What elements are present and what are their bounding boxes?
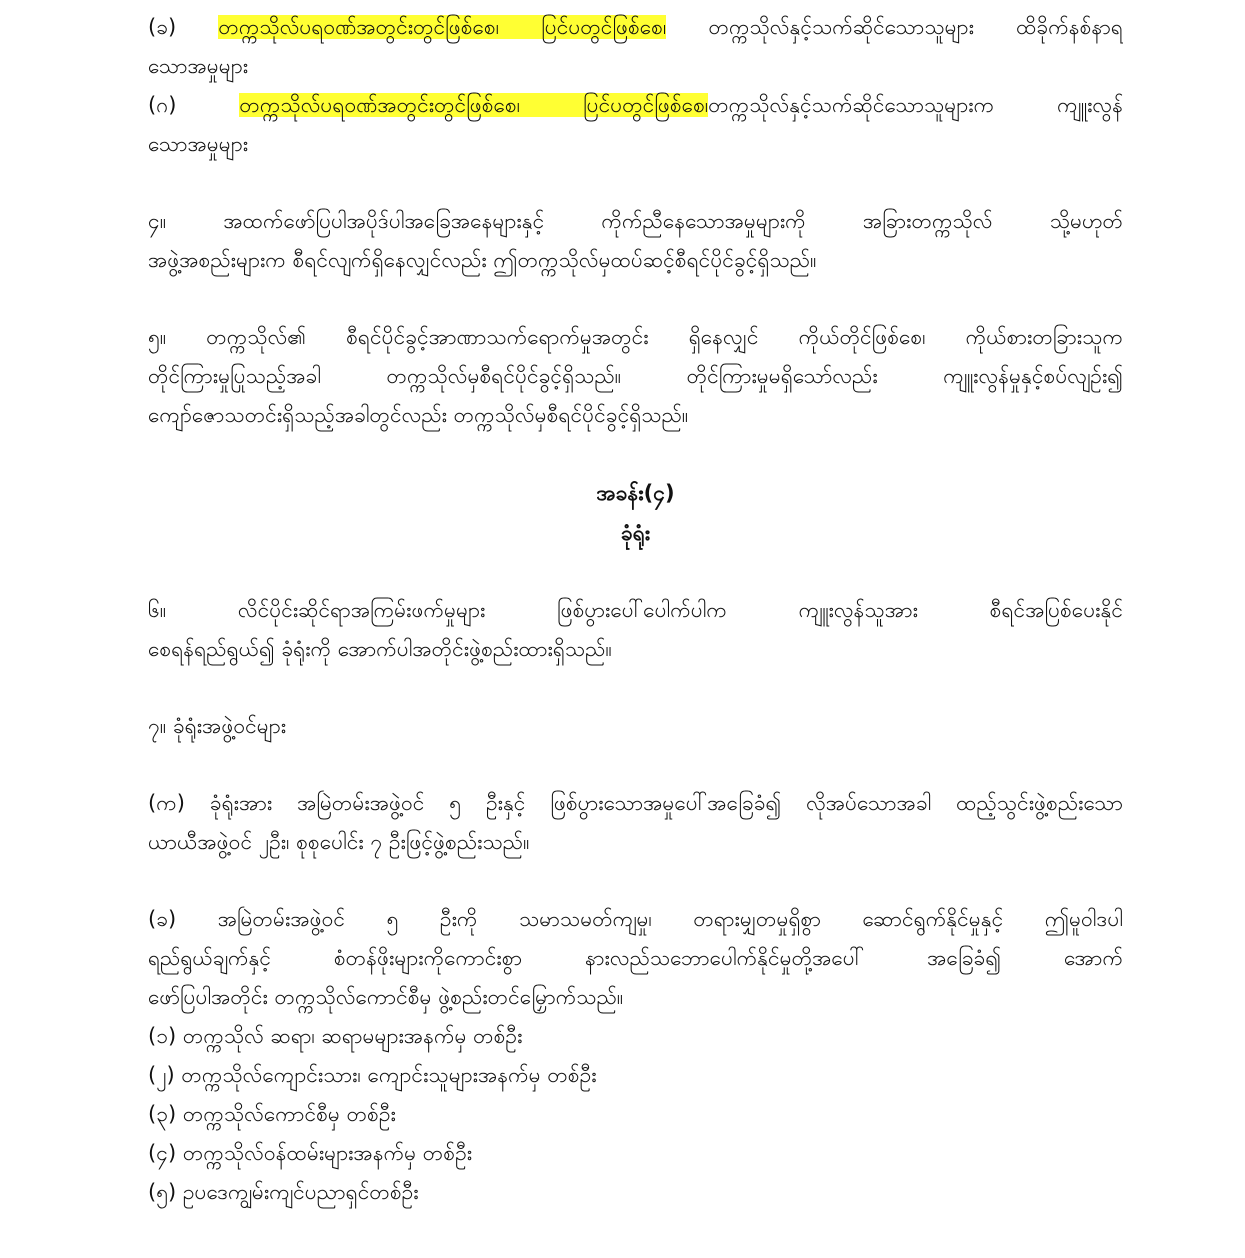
highlighted-text: တက္ကသိုလ်ပရဝဏ်အတွင်းတွင်ဖြစ်စေ၊ ပြင်ပတွင်ဖြစ်စေ၊ (218, 15, 667, 39)
clause-kha-line-1 (148, 8, 1123, 47)
clause-text: တက္ကသိုလ်နှင့်သက်ဆိုင်သောသူများ ထိခိုက်နစ်နာရ (666, 15, 1123, 39)
paragraph-6-line-2: စေရန်ရည်ရွယ်၍ ခုံရုံးကို အောက်ပါအတိုင်းဖွဲ့စည်းထားရှိသည်။ (148, 637, 612, 661)
highlighted-text: တက္ကသိုလ်ပရဝဏ်အတွင်းတွင်ဖြစ်စေ၊ ပြင်ပတွင်ဖြစ်စေ၊ (239, 93, 709, 117)
clause-ga-line-2: သောအမှုများ (148, 132, 249, 156)
clause-ka-7-line-2: ယာယီအဖွဲ့ဝင် ၂ဦး၊ စုစုပေါင်း ၇ ဦးဖြင့်ဖွဲ့စည်းသည်။ (148, 830, 530, 854)
document-page (148, 8, 1123, 1212)
paragraph-4-line-1: ၄။ အထက်ဖော်ပြပါအပိုဒ်ပါအခြေအနေများနှင့် ကိုက်ညီနေသောအမှုများကို အခြားတက္ကသိုလ် သို့မဟုတ် (148, 209, 1123, 233)
member-item-1: (၁) တက္ကသိုလ် ဆရာ၊ ဆရာမများအနက်မှ တစ်ဦး (148, 1024, 523, 1048)
member-item-5: (၅) ဥပဒေကျွမ်းကျင်ပညာရှင်တစ်ဦး (148, 1180, 419, 1204)
spacer (148, 435, 1123, 473)
spacer (148, 746, 1123, 784)
clause-kha-7-line-2: ရည်ရွယ်ချက်နှင့် စံတန်ဖိုးများကိုကောင်းစွာ နားလည်သဘောပေါက်နိုင်မှုတို့အပေါ် အခြေခံ၍ အောက် (148, 946, 1123, 970)
paragraph-5-line-2: တိုင်ကြားမှုပြုသည့်အခါ တက္ကသိုလ်မှစီရင်ပိုင်ခွင့်ရှိသည်။ တိုင်ကြားမှုမရှိသော်လည်း ကျူးလွန်မှုနှင့်စပ်လျဉ်း၍ (148, 364, 1123, 388)
paragraph-7-heading: ၇။ ခုံရုံးအဖွဲ့ဝင်များ (148, 714, 287, 738)
clause-ga-line-1 (148, 86, 1123, 125)
paragraph-4-line-2: အဖွဲ့အစည်းများက စီရင်လျက်ရှိနေလျှင်လည်း ဤတက္ကသိုလ်မှထပ်ဆင့်စီရင်ပိုင်ခွင့်ရှိသည်။ (148, 248, 817, 272)
clause-number: (ဂ) (148, 93, 240, 117)
spacer (148, 280, 1123, 318)
clause-ka-7-line-1: (က) ခုံရုံးအား အမြဲတမ်းအဖွဲ့ဝင် ၅ ဦးနှင့် ဖြစ်ပွားသောအမှုပေါ်အခြေခံ၍ လိုအပ်သောအခါ ထည့်သွင်းဖွဲ့စည်းသော (148, 791, 1123, 815)
clause-kha-line-2: သောအမှုများ (148, 54, 249, 78)
clause-kha-7-line-3: ဖော်ပြပါအတိုင်း တက္ကသိုလ်ကောင်စီမှ ဖွဲ့စည်းတင်မြှောက်သည်။ (148, 985, 624, 1009)
paragraph-5-line-1: ၅။ တက္ကသိုလ်၏ စီရင်ပိုင်ခွင့်အာဏာသက်ရောက်မှုအတွင်း ရှိနေလျှင် ကိုယ်တိုင်ဖြစ်စေ၊ ကိုယ်စားတခြားသူက (148, 325, 1123, 349)
spacer (148, 862, 1123, 900)
paragraph-6-line-1: ၆။ လိင်ပိုင်းဆိုင်ရာအကြမ်းဖက်မှုများ ဖြစ်ပွားပေါ်ပေါက်ပါက ကျူးလွန်သူအား စီရင်အပြစ်ပေးနိုင် (148, 598, 1123, 622)
spacer (148, 553, 1123, 591)
clause-kha-7-line-1: (ခ) အမြဲတမ်းအဖွဲ့ဝင် ၅ ဦးကို သမာသမတ်ကျမှု၊ တရားမျှတမှုရှိစွာ ဆောင်ရွက်နိုင်မှုနှင့် ဤမူဝါဒပါ (148, 907, 1123, 931)
member-item-2: (၂) တက္ကသိုလ်ကျောင်းသား၊ ကျောင်းသူများအနက်မှ တစ်ဦး (148, 1063, 597, 1087)
chapter-title: အခန်း(၄) (596, 481, 675, 505)
paragraph-5-line-3: ကျော်ဇောသတင်းရှိသည့်အခါတွင်လည်း တက္ကသိုလ်မှစီရင်ပိုင်ခွင့်ရှိသည်။ (148, 403, 689, 427)
clause-text: တက္ကသိုလ်နှင့်သက်ဆိုင်သောသူများက ကျူးလွန် (708, 93, 1123, 117)
member-item-3: (၃) တက္ကသိုလ်ကောင်စီမှ တစ်ဦး (148, 1102, 396, 1126)
clause-number: (ခ) (148, 15, 219, 39)
spacer (148, 164, 1123, 202)
spacer (148, 669, 1123, 707)
member-item-4: (၄) တက္ကသိုလ်ဝန်ထမ်းများအနက်မှ တစ်ဦး (148, 1141, 473, 1165)
chapter-subtitle: ခုံရုံး (620, 521, 651, 545)
